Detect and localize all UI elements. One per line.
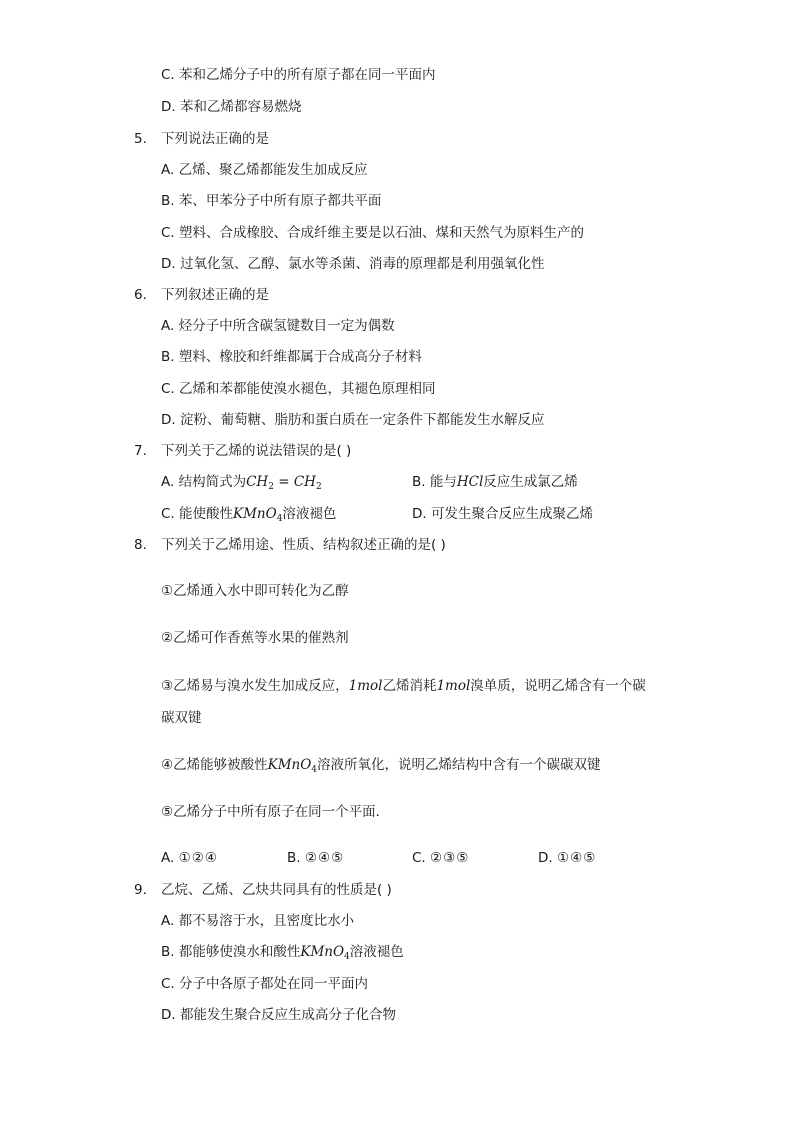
question-5-option-c: C. 塑料、合成橡胶、合成纤维主要是以石油、煤和天然气为原料生产的	[161, 225, 585, 241]
question-8-stem: 下列关于乙烯用途、性质、结构叙述正确的是( )	[161, 537, 446, 553]
question-6-option-c: C. 乙烯和苯都能使溴水褪色，其褪色原理相同	[161, 381, 436, 397]
statement-1: ①乙烯通入水中即可转化为乙醇	[161, 583, 349, 599]
question-6-stem: 下列叙述正确的是	[161, 287, 269, 303]
question-8-option-b: B. ②④⑤	[287, 850, 345, 866]
question-9-option-a: A. 都不易溶于水，且密度比水小	[161, 913, 355, 929]
question-8-option-d: D. ①④⑤	[538, 850, 597, 866]
question-9-option-b: B. 都能够使溴水和酸性KMnO$_4$溶液褪色	[161, 944, 404, 962]
question-5-option-a: A. 乙烯、聚乙烯都能发生加成反应	[161, 162, 368, 178]
question-6-option-b: B. 塑料、橡胶和纤维都属于合成高分子材料	[161, 349, 422, 365]
prev-option-c: C. 苯和乙烯分子中的所有原子都在同一平面内	[161, 67, 436, 83]
question-7-option-d: D. 可发生聚合反应生成聚乙烯	[412, 506, 593, 522]
question-6-number: 6.	[134, 287, 147, 303]
formula-kmno4: KMnO$_4$	[233, 506, 283, 524]
question-7-number: 7.	[134, 443, 147, 459]
question-5-option-d: D. 过氧化氢、乙醇、氯水等杀菌、消毒的原理都是利用强氧化性	[161, 256, 545, 272]
statement-5: ⑤乙烯分子中所有原子在同一个平面．	[161, 804, 390, 820]
prev-option-d: D. 苯和乙烯都容易燃烧	[161, 99, 302, 115]
question-7-option-b: B. 能与HCl反应生成氯乙烯	[412, 474, 578, 490]
question-9-stem: 乙烷、乙烯、乙炔共同具有的性质是( )	[161, 882, 392, 898]
question-7-option-c: C. 能使酸性KMnO$_4$溶液褪色	[161, 506, 337, 524]
question-8-number: 8.	[134, 537, 147, 553]
question-9-number: 9.	[134, 882, 147, 898]
question-5-stem: 下列说法正确的是	[161, 131, 269, 147]
statement-3-continued: 碳双键	[161, 710, 202, 726]
question-5-option-b: B. 苯、甲苯分子中所有原子都共平面	[161, 193, 382, 209]
formula-hcl: HCl	[456, 474, 484, 490]
formula-ch2-ch2: $CH_2 = CH_2$	[246, 474, 322, 492]
question-5-number: 5.	[134, 131, 147, 147]
question-9-option-d: D. 都能发生聚合反应生成高分子化合物	[161, 1007, 396, 1023]
question-6-option-d: D. 淀粉、葡萄糖、脂肪和蛋白质在一定条件下都能发生水解反应	[161, 412, 545, 428]
question-8-option-c: C. ②③⑤	[412, 850, 470, 866]
question-7-stem: 下列关于乙烯的说法错误的是( )	[161, 443, 352, 459]
question-8-option-a: A. ①②④	[161, 850, 218, 866]
statement-3: ③乙烯易与溴水发生加成反应，1mol乙烯消耗1mol溴单质，说明乙烯含有一个碳	[161, 678, 646, 694]
question-9-option-c: C. 分子中各原子都处在同一平面内	[161, 976, 369, 992]
statement-4: ④乙烯能够被酸性KMnO$_4$溶液所氧化，说明乙烯结构中含有一个碳碳双键	[161, 757, 601, 775]
statement-2: ②乙烯可作香蕉等水果的催熟剂	[161, 630, 349, 646]
question-7-option-a: A. 结构简式为$CH_2 = CH_2$	[161, 474, 322, 492]
question-6-option-a: A. 烃分子中所含碳氢键数目一定为偶数	[161, 318, 395, 334]
